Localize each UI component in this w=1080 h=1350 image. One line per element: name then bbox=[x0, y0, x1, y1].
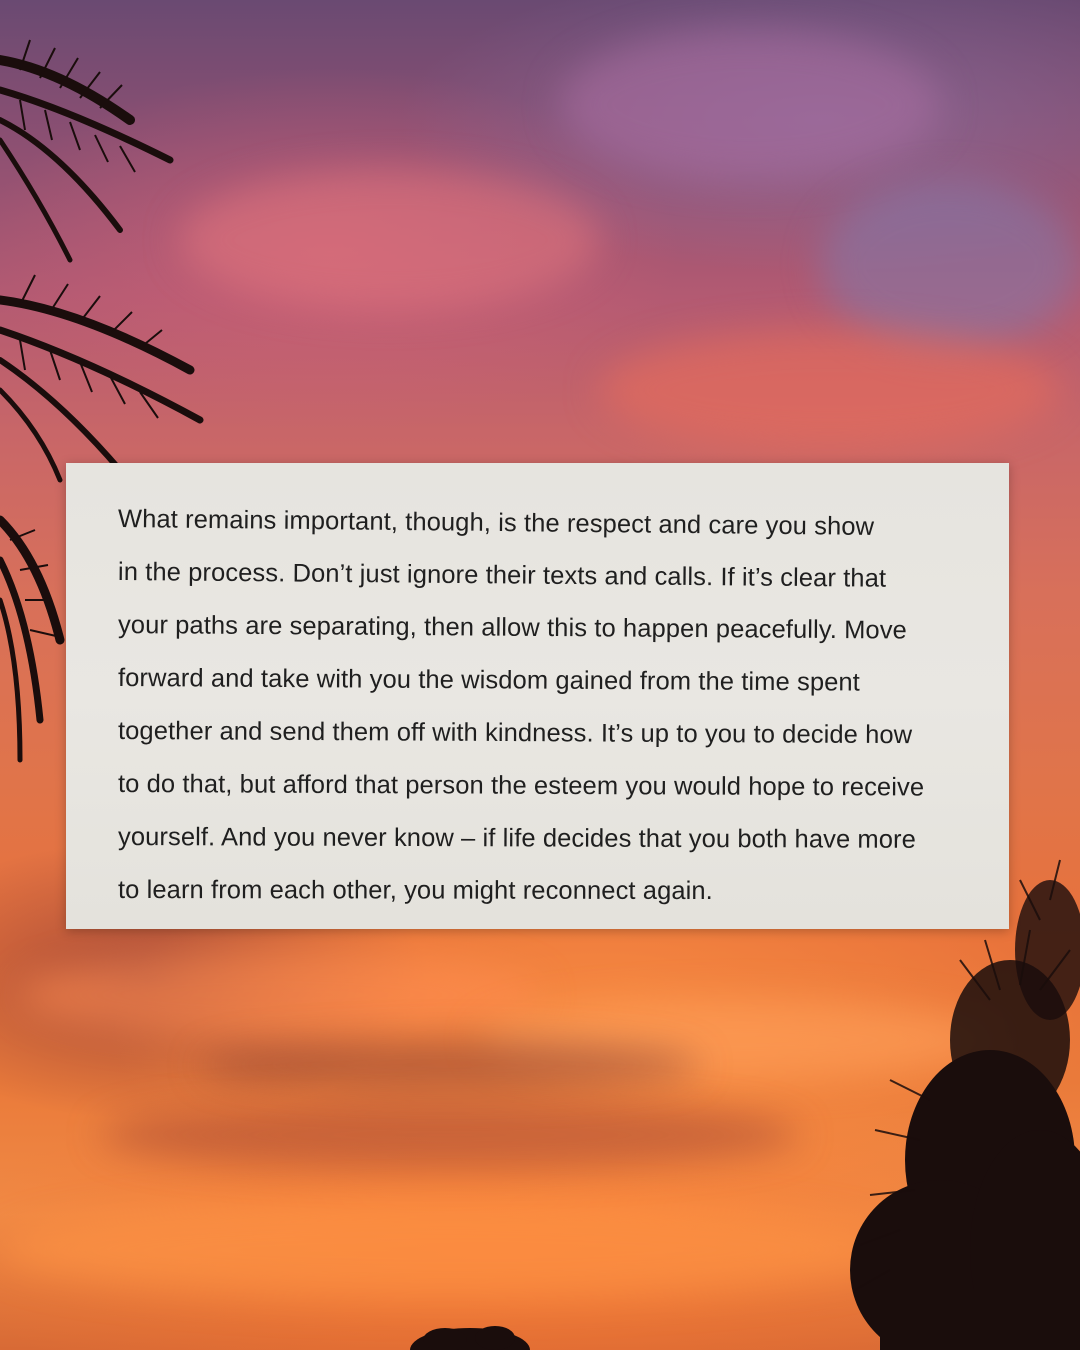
quote-line: What remains important, though, is the respect and care you show bbox=[117, 505, 875, 541]
quote-text bbox=[118, 493, 968, 917]
tree-silhouette bbox=[850, 880, 1080, 1350]
quote-line: to do that, but afford that person the esteem you would hope to receive bbox=[117, 770, 925, 802]
quote-card bbox=[66, 463, 1009, 929]
shrub-silhouette bbox=[410, 1326, 530, 1350]
quote-line: forward and take with you the wisdom gained from the time spent bbox=[117, 664, 861, 697]
quote-line: yourself. And you never know – if life decides that you both have more bbox=[117, 823, 917, 854]
quote-line: together and send them off with kindness. It’s up to you to decide how bbox=[117, 717, 913, 750]
quote-line: in the process. Don’t just ignore their texts and calls. If it’s clear that bbox=[117, 558, 887, 593]
quote-line: to learn from each other, you might reconnect again. bbox=[117, 876, 713, 906]
quote-line: your paths are separating, then allow this to happen peacefully. Move bbox=[117, 611, 908, 645]
